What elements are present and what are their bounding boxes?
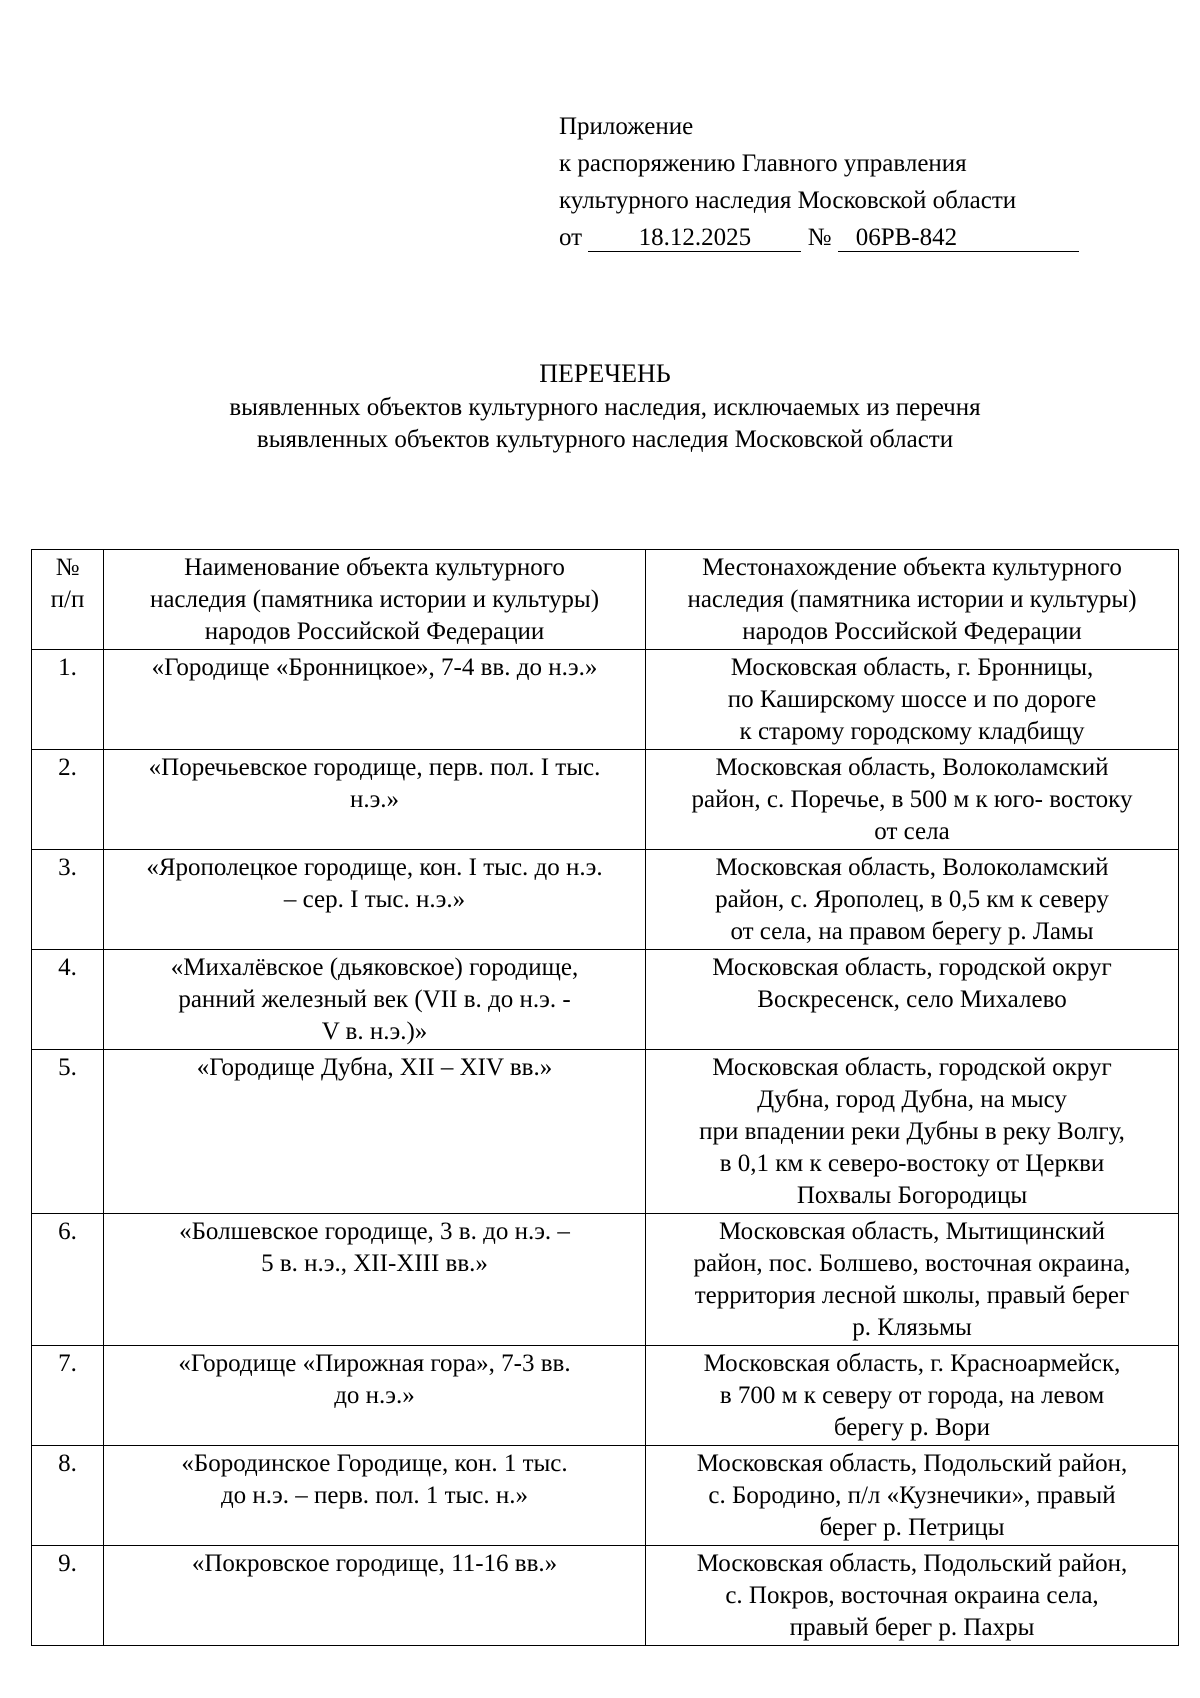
object-name [104,950,646,1050]
object-name-line: «Бородинское Городище, кон. 1 тыс. [181,1450,568,1477]
table-row [32,850,1179,950]
object-name [104,1050,646,1214]
object-name [104,850,646,950]
object-location-line: берегу р. Вори [833,1414,991,1441]
header-text-line: народов Российской Федерации [742,618,1082,645]
object-name-line: «Покровское городище, 11-16 вв.» [191,1550,558,1577]
object-name-line: V в. н.э.)» [321,1018,428,1045]
object-name-line: н.э.» [349,786,400,813]
object-location-line: р. Клязьмы [852,1314,972,1341]
appendix-block [559,108,1079,256]
object-location-line: Московская область, Волоколамский [715,754,1109,781]
object-location-line: к старому городскому кладбищу [739,718,1085,745]
object-name-line: «Михалёвское (дьяковское) городище, [170,954,579,981]
header-text-line: народов Российской Федерации [204,618,545,645]
order-number: 06РВ-842 [838,225,1079,252]
appendix-line-2: к распоряжению Главного управления [559,150,967,177]
object-name-line: до н.э. – перв. пол. 1 тыс. н.» [220,1482,529,1509]
object-location-line: в 700 м к северу от города, на левом [719,1382,1105,1409]
table-row [32,750,1179,850]
object-location-line: Московская область, Волоколамский [715,854,1109,881]
table-body [32,650,1179,1646]
object-location-line: правый берег р. Пахры [789,1614,1035,1641]
table-row [32,650,1179,750]
table-row [32,1050,1179,1214]
object-name-line: «Городище «Бронницкое», 7-4 вв. до н.э.» [151,654,598,681]
table-row [32,1214,1179,1346]
object-name [104,1446,646,1546]
object-location [646,1050,1179,1214]
object-name [104,1214,646,1346]
document-title [0,358,1200,456]
table-row [32,1446,1179,1546]
row-number: 6. [32,1214,104,1346]
object-name-line: «Городище Дубна, XII – XIV вв.» [196,1054,553,1081]
object-location-line: Московская область, г. Красноармейск, [703,1350,1121,1377]
object-name [104,1346,646,1446]
appendix-date-line [559,219,1079,256]
object-location-line: Московская область, г. Бронницы, [730,654,1094,681]
appendix-line-1: Приложение [559,113,694,140]
date-prefix: от [559,224,583,251]
object-name [104,650,646,750]
object-location-line: Воскресенск, село Михалево [757,986,1067,1013]
object-location-line: по Каширскому шоссе и по дороге [727,686,1097,713]
number-prefix: № [807,224,832,251]
objects-table [31,549,1179,1646]
row-number: 3. [32,850,104,950]
object-location-line: с. Покров, восточная окраина села, [725,1582,1099,1609]
object-location-line: от села [874,818,950,845]
object-name [104,750,646,850]
row-number: 2. [32,750,104,850]
row-number: 9. [32,1546,104,1646]
header-text-line: п/п [50,586,85,613]
object-name-line: – сер. I тыс. н.э.» [283,886,466,913]
appendix-line-3: культурного наследия Московской области [559,187,1017,214]
title-line-1: выявленных объектов культурного наследия, исключаемых из перечня [229,394,981,421]
object-location-line: район, пос. Болшево, восточная окраина, [693,1250,1131,1277]
object-location-line: район, с. Ярополец, в 0,5 км к северу [715,886,1109,913]
object-location-line: от села, на правом берегу р. Ламы [730,918,1094,945]
object-name-line: ранний железный век (VII в. до н.э. - [178,986,571,1013]
object-location-line: Московская область, городской округ [712,954,1112,981]
object-name-line: «Ярополецкое городище, кон. I тыс. до н.э. [146,854,603,881]
object-location-line: Московская область, Подольский район, [696,1450,1128,1477]
object-name-line: «Поречьевское городище, перв. пол. I тыс. [148,754,601,781]
row-number: 7. [32,1346,104,1446]
order-date: 18.12.2025 [588,225,801,252]
object-location [646,1214,1179,1346]
header-text-line: наследия (памятника истории и культуры) [687,586,1137,613]
header-text-line: Местонахождение объекта культурного [702,554,1122,581]
row-number: 8. [32,1446,104,1546]
object-location [646,1446,1179,1546]
object-location [646,950,1179,1050]
header-text-line: № [55,554,80,581]
object-location [646,850,1179,950]
object-name-line: до н.э.» [334,1382,415,1409]
row-number: 5. [32,1050,104,1214]
object-name-line: 5 в. н.э., XII-XIII вв.» [261,1250,488,1277]
object-name-line: «Городище «Пирожная гора», 7-3 вв. [178,1350,571,1377]
object-location-line: Похвалы Богородицы [796,1182,1028,1209]
object-location-line: Московская область, Мытищинский [719,1218,1105,1245]
title-line-2: выявленных объектов культурного наследия Московской области [256,426,954,453]
object-location-line: территория лесной школы, правый берег [694,1282,1130,1309]
table-row [32,1546,1179,1646]
header-name [104,550,646,650]
object-location [646,1546,1179,1646]
object-location-line: берег р. Петрицы [819,1514,1005,1541]
table-row [32,950,1179,1050]
table-row [32,1346,1179,1446]
object-location-line: в 0,1 км к северо-востоку от Церкви [719,1150,1105,1177]
table-header-row [32,550,1179,650]
object-location [646,750,1179,850]
object-location [646,1346,1179,1446]
object-name [104,1546,646,1646]
object-name-line: «Болшевское городище, 3 в. до н.э. – [179,1218,570,1245]
object-location-line: Московская область, Подольский район, [696,1550,1128,1577]
object-location-line: при впадении реки Дубны в реку Волгу, [699,1118,1125,1145]
header-location [646,550,1179,650]
header-text-line: Наименование объекта культурного [184,554,565,581]
header-text-line: наследия (памятника истории и культуры) [149,586,600,613]
row-number: 4. [32,950,104,1050]
object-location-line: Московская область, городской округ [712,1054,1112,1081]
object-location-line: район, с. Поречье, в 500 м к юго- востоку [691,786,1133,813]
object-location-line: с. Бородино, п/л «Кузнечики», правый [708,1482,1116,1509]
object-location-line: Дубна, город Дубна, на мысу [757,1086,1067,1113]
object-location [646,650,1179,750]
title-heading: ПЕРЕЧЕНЬ [539,359,671,388]
header-num [32,550,104,650]
row-number: 1. [32,650,104,750]
